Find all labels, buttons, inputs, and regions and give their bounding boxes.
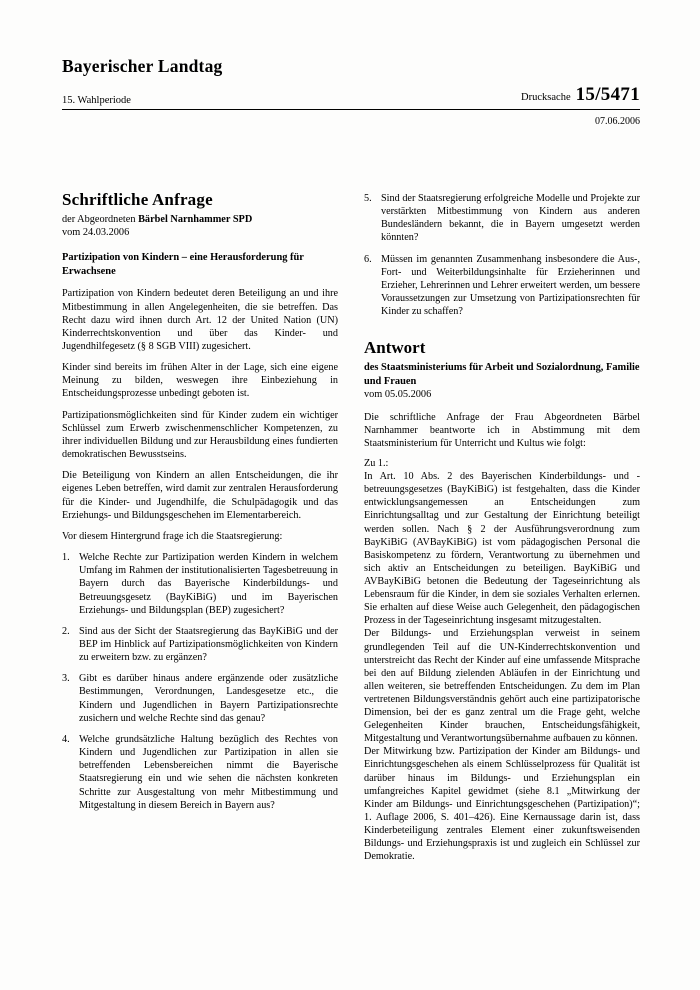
- list-item: [62, 672, 338, 725]
- question-number: 4.: [62, 733, 70, 745]
- answer-heading: Antwort: [364, 338, 426, 358]
- question-list-right: [364, 192, 640, 318]
- answer-question-ref: Zu 1.:: [364, 458, 389, 470]
- parliament-title: Bayerischer Landtag: [62, 56, 223, 76]
- list-item: [364, 192, 640, 245]
- answer-intro: Die schriftliche Anfrage der Frau Abgeordneten Bärbel Narnhammer beantworte ich in Abstimmung mit dem Staatsministerium für Unterricht und Kultus wie folgt:: [364, 411, 640, 449]
- answer-ministry: des Staatsministeriums für Arbeit und Sozialordnung, Familie und Frauen: [364, 362, 640, 387]
- question-number: 1.: [62, 552, 70, 564]
- body-columns: [62, 190, 640, 863]
- inquiry-paragraph: Die Beteiligung von Kindern an allen Entscheidungen, die ihr eigenes Leben betreffen, wird damit zur zentralen Herausforderung für die Kinder- und Jugendhilfe, die Schulpädagogik und das Erziehungs- und Bildungsgeschehen im Elementarbereich.: [62, 470, 338, 521]
- inquiry-paragraph: Partizipation von Kindern bedeutet deren Beteiligung an und ihre Mitbestimmung in allen Angelegenheiten, die sie betreffen. Das Recht dazu wird ihnen durch Art. 12 der United Nation (UN) Kinderrechtskonvention und über das Kinder- und Jugendhilfegesetz (§ 8 SGB VIII) zugesichert.: [62, 288, 338, 352]
- drucksache-block: [521, 84, 640, 106]
- question-number: 6.: [364, 253, 372, 265]
- legislative-period: 15. Wahlperiode: [62, 95, 131, 106]
- inquiry-author: der Abgeordneten Bärbel Narnhammer SPD: [62, 214, 253, 225]
- list-item: [62, 625, 338, 664]
- question-number: 3.: [62, 673, 70, 685]
- publication-date: 07.06.2006: [595, 116, 640, 127]
- answer-paragraph: Der Mitwirkung bzw. Partizipation der Kinder am Bildungs- und Einrichtungsgeschehen als einem Schlüsselprozess für Qualität ist darüber hinaus im Bildungs- und Erziehungsplan ein umfangreiches Kapitel gewidmet (siehe 8.1 „Mitwirkung der Kinder am Bildungs- und Einrichtungsgeschehen (Partizipation)“; 1. Auflage 2006, S. 401–426). Eine Kernaussage darin ist, dass Kinderbeteiligung zentrales Element einer zukunftsweisenden Bildungs- und Erziehungspraxis ist und zugleich ein Schlüssel zur Demokratie.: [364, 746, 640, 863]
- question-text: Gibt es darüber hinaus andere ergänzende oder zusätzliche Bestimmungen, Verordnungen, Landesgesetze etc., die Kindern und Jugendlichen in Bayern Partizipationsrechte zusichern und welche Rechte sind das genau?: [79, 673, 338, 724]
- question-number: 5.: [364, 193, 372, 204]
- masthead: [62, 56, 640, 127]
- inquiry-topic: Partizipation von Kindern – eine Herausforderung für Erwachsene: [62, 252, 304, 277]
- answer-paragraph: In Art. 10 Abs. 2 des Bayerischen Kinderbildungs- und -betreuungsgesetzes (BayKiBiG) ist festgehalten, dass die Kinder entwicklungsangemessen an Entscheidungen zum Einrichtungsalltag und zur Gestaltung der Einrichtung beteiligt werden sollen. Nach § 2 der Ausführungsverordnung zum BayKiBiG (AVBayKiBiG) ist vom pädagogischen Personal die Basiskompetenz zu fördern, Verantwortung zu übernehmen und sich aktiv an Entscheidungen zu beteiligen. BayKiBiG und AVBayKiBiG betonen die Bedeutung der Tageseinrichtung als Lebensraum für die Kinder, in dem sie soziales Verhalten erlernen. Sie erhalten auf diese Weise auch Gelegenheit, den pädagogischen Prozess in der Tageseinrichtung insgesamt mitzugestalten.: [364, 471, 640, 627]
- drucksache-number: 15/5471: [575, 84, 640, 105]
- question-text: Welche Rechte zur Partizipation werden Kindern in welchem Umfang im Rahmen der institutionalisierten Tagesbetreuung in Bayern durch das Bayerische Kinderbildungs- und Betreuungsgesetz (BayKiBiG) und im Bayerischen Erziehungs- und Bildungsplan (BEP) zugesichert?: [79, 552, 338, 616]
- answer-date: vom 05.05.2006: [364, 389, 432, 401]
- drucksache-label: Drucksache: [521, 92, 571, 103]
- inquiry-heading: Schriftliche Anfrage: [62, 190, 213, 209]
- question-text: Welche grundsätzliche Haltung bezüglich des Rechtes von Kindern und Jugendlichen zur Partizipation in allen sie betreffenden Lebensbereichen nimmt die Bayerische Staatsregierung ein und wie sehen die nächsten konkreten Schritte zur Ausgestaltung von mehr Mitbestimmung und Mitgestaltung in diesem Bereich in Bayern aus?: [79, 733, 338, 811]
- list-item: [62, 551, 338, 617]
- inquiry-date: vom 24.03.2006: [62, 227, 130, 239]
- inquiry-lead-in: Vor diesem Hintergrund frage ich die Staatsregierung:: [62, 530, 283, 542]
- list-item: [364, 253, 640, 319]
- left-column: [62, 190, 338, 863]
- question-list-left: [62, 551, 338, 812]
- question-number: 2.: [62, 625, 70, 637]
- inquiry-paragraph: Partizipationsmöglichkeiten sind für Kinder zudem ein wichtiger Schlüssel zum Erwerb zwischenmenschlicher Kompetenzen, zu ihrer individuellen Bildung und zur Herausbildung eines fundierten demokratischen Bewusstseins.: [62, 409, 338, 461]
- masthead-row: [62, 84, 640, 106]
- question-text: Sind aus der Sicht der Staatsregierung das BayKiBiG und der BEP im Hinblick auf Partizipationsmöglichkeiten von Kindern zu erweitern bzw. zu ergänzen?: [79, 625, 338, 664]
- right-column: [364, 190, 640, 863]
- question-text: Müssen im genannten Zusammenhang insbesondere die Aus-, Fort- und Weiterbildungsinhalte für Erzieherinnen und Erzieher, Lehrerinnen und Lehrer erweitert werden, um bessere Voraussetzungen zur Umsetzung von Partizipationsrechten für Kinder zu schaffen?: [381, 253, 640, 318]
- list-item: [62, 733, 338, 812]
- masthead-divider: [62, 109, 640, 110]
- answer-paragraph: Der Bildungs- und Erziehungsplan verweist in seinem grundlegenden Teil auf die UN-Kinderrechtskonvention und unterstreicht das Recht der Kinder auf eine umfassende Mitsprache bei den auf Bildung zielenden Abläufen in der Einrichtung und allen weiteren, sie betreffenden Entscheidungen. Zu dem im Plan vertretenen Bildungsverständnis gehört auch eine partizipatorische Dimension, bei der es ganz zentral um die Frage geht, welche Gelegenheiten Kinder brauchen, Entscheidungsfähigkeit, Mitgestaltung und Verantwortungsübernahme aufbauen zu können.: [364, 628, 640, 745]
- question-text: Sind der Staatsregierung erfolgreiche Modelle und Projekte zur verstärkten Mitbestimmung von Kindern aus anderen Bundesländern bekannt, die in Bayern umgesetzt werden könnten?: [381, 193, 640, 244]
- inquiry-paragraph: Kinder sind bereits im frühen Alter in der Lage, sich eine eigene Meinung zu bilden, weswegen ihre Einbeziehung in Entscheidungsprozesse unbedingt geboten ist.: [62, 362, 338, 400]
